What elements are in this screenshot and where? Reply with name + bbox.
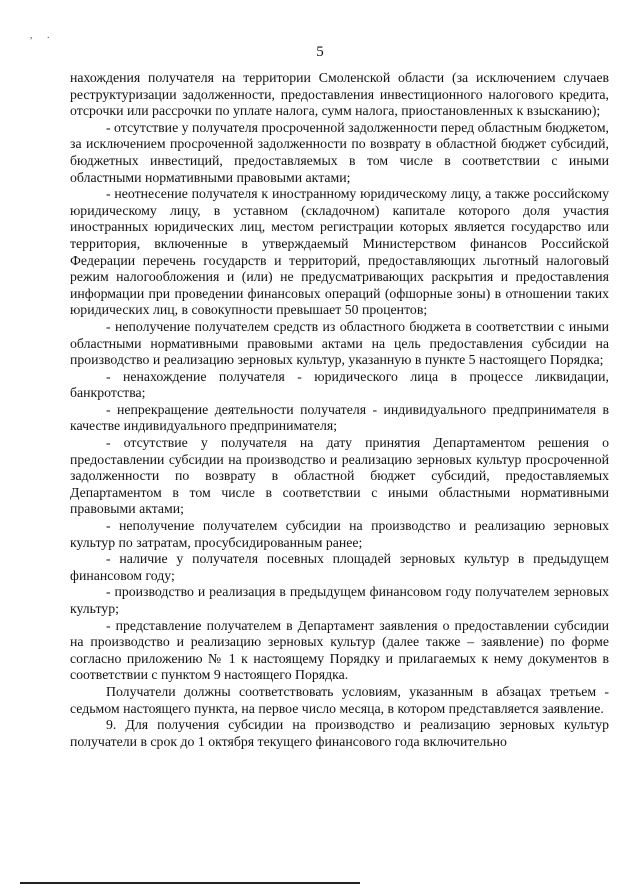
page-number: 5 [316, 44, 324, 60]
condition-application-submitted: - представление получателем в Департамент заявления о предоставлении субсидии на производство и реализацию зерновых культур (далее также – заявление) по форме согласно приложению № 1 к настоящему Порядку и прилагаемых к нему документов в соответствии с пунктом 9 настоящего Порядка. [70, 617, 609, 683]
condition-not-in-liquidation: - ненахождение получателя - юридического лица в процессе ликвидации, банкротства; [70, 368, 609, 401]
condition-no-subsidy-debt: - отсутствие у получателя на дату принятия Департаментом решения о предоставлении субсидии на производство и реализацию зерновых культур просроченной задолженности по возврату в областной бюджет субсидий, предоставляемых Департаментом в том числе в соответствии с иными областными нормативными правовыми актами; [70, 435, 609, 517]
compliance-date-paragraph: Получатели должны соответствовать условиям, указанным в абзацах третьем - седьмом настоящего пункта, на первое число месяца, в котором представляется заявление. [70, 683, 609, 716]
document-body [70, 70, 609, 750]
condition-activity-not-ceased: - непрекращение деятельности получателя - индивидуального предпринимателя в качестве индивидуального предпринимателя; [70, 401, 609, 434]
condition-production-sale: - производство и реализация в предыдущем финансовом году получателем зерновых культур; [70, 584, 609, 616]
condition-not-foreign-entity: - неотнесение получателя к иностранному юридическому лицу, а также российскому юридическому лицу, в уставном (складочном) капитале которого доля участия иностранных юридических лиц, местом регистрации которых является государство или территория, включенные в утверждаемый Министерством финансов Российской Федерации перечень государств и территорий, предоставляющих льготный налоговый режим налогообложения и (или) не предусматривающих раскрытия и предоставления информации при проведении финансовых операций (офшорные зоны) в отношении таких юридических лиц, в совокупности превышает 50 процентов; [70, 186, 609, 318]
condition-sown-areas: - наличие у получателя посевных площадей зерновых культур в предыдущем финансовом году; [70, 551, 609, 583]
clause-9-paragraph: 9. Для получения субсидии на производство и реализацию зерновых культур получатели в срок до 1 октября текущего финансового года включительно [70, 717, 609, 749]
condition-no-overdue-debt: - отсутствие у получателя просроченной задолженности перед областным бюджетом, за исключением просроченной задолженности по возврату в областной бюджет субсидий, бюджетных инвестиций, предоставляемых в том числе в соответствии с иными областными нормативными правовыми актами; [70, 119, 609, 185]
scan-specks: , . [30, 30, 56, 41]
paragraph-continuation: нахождения получателя на территории Смоленской области (за исключением случаев реструктуризации задолженности, предоставления инвестиционного налогового кредита, отсрочки или рассрочки по уплате налога, сумм налога, приостановленных к взысканию); [70, 70, 609, 119]
footer-rule [20, 882, 360, 884]
condition-no-prior-subsidy: - неполучение получателем субсидии на производство и реализацию зерновых культур по затратам, просубсидированным ранее; [70, 518, 609, 550]
condition-no-other-funds: - неполучение получателем средств из областного бюджета в соответствии с иными областными нормативными правовыми актами на цель предоставления субсидии на производство и реализацию зерновых культур, указанную в пункте 5 настоящего Порядка; [70, 318, 609, 368]
